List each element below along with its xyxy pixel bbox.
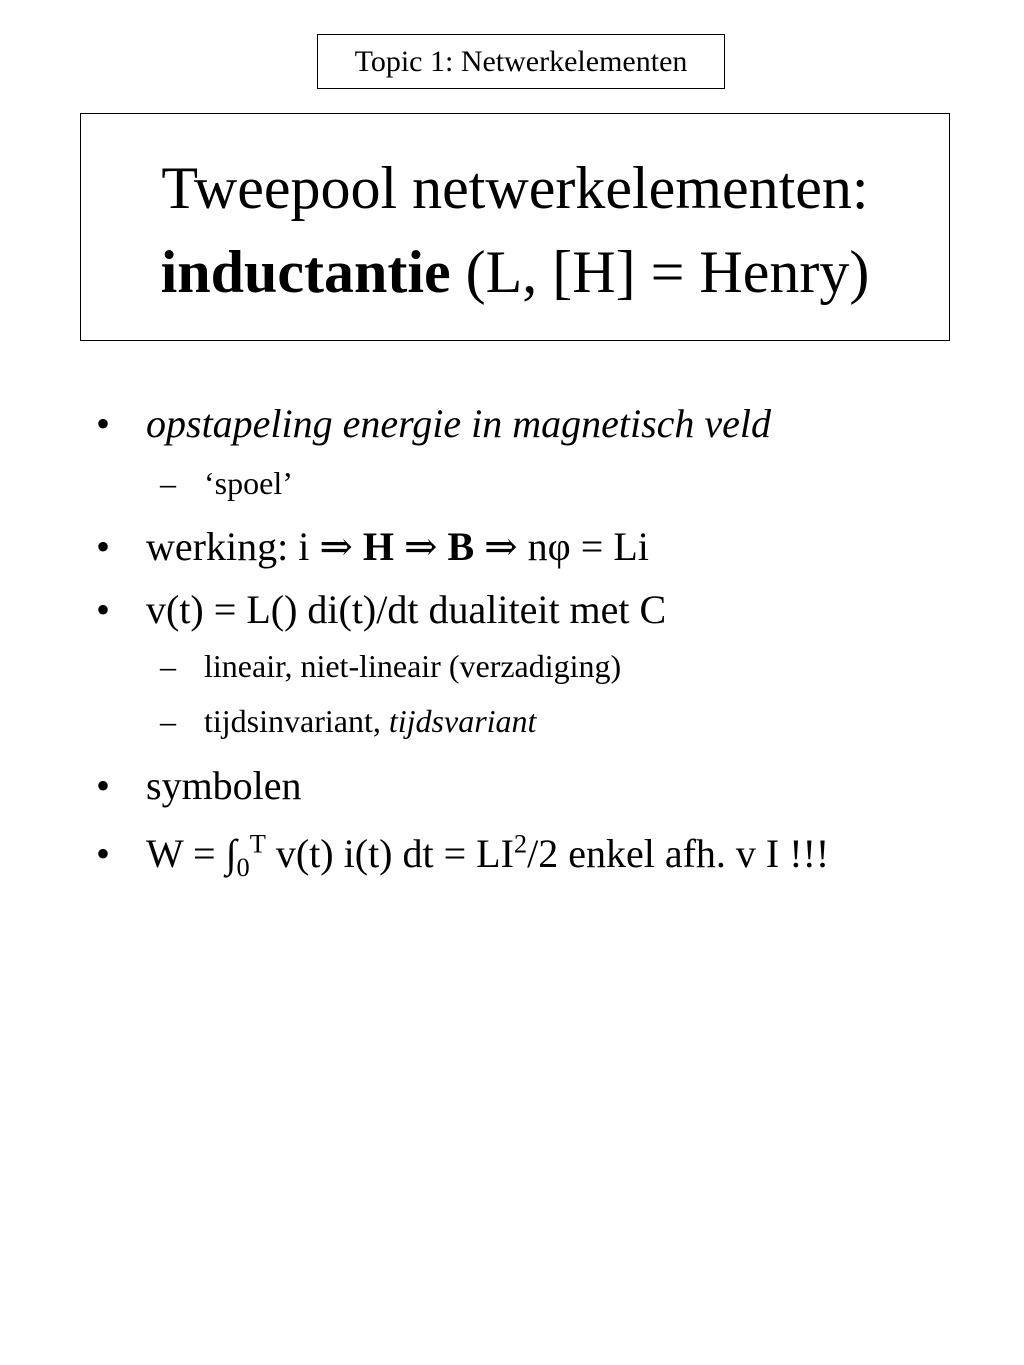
energy-formula-end: /2 enkel afh. v I !!! bbox=[527, 831, 830, 876]
integral-upper-bound: T bbox=[249, 828, 266, 859]
title-line-2 bbox=[81, 230, 949, 314]
bullet-marker: • bbox=[96, 763, 111, 808]
field-H: H bbox=[362, 524, 394, 569]
topic-label: Topic 1: Netwerkelementen bbox=[354, 45, 688, 78]
slide-title bbox=[80, 113, 950, 341]
implies-arrow: ⇒ bbox=[403, 524, 438, 569]
sub-bullet-marker: – bbox=[160, 465, 176, 501]
implies-arrow: ⇒ bbox=[484, 524, 518, 569]
energy-formula-mid: v(t) i(t) dt = LI bbox=[265, 831, 514, 876]
bullet-marker: • bbox=[96, 831, 111, 876]
title-rest: (L, [H] = Henry) bbox=[450, 239, 870, 305]
implies-arrow: ⇒ bbox=[319, 524, 353, 569]
operation-suffix: nφ = Li bbox=[517, 524, 649, 569]
time-variant-text: tijdsvariant bbox=[388, 703, 537, 739]
bullet-voltage-equation: v(t) = L() di(t)/dt dualiteit met C bbox=[146, 587, 667, 632]
bullet-energy-storage bbox=[146, 400, 771, 447]
bullet-symbols: symbolen bbox=[146, 763, 302, 808]
sub-bullet-marker: – bbox=[160, 703, 176, 739]
operation-prefix: werking: i bbox=[146, 524, 320, 569]
energy-formula-start: W = ∫ bbox=[146, 831, 237, 876]
sub-bullet-marker: – bbox=[160, 648, 176, 684]
topic-header bbox=[317, 34, 725, 89]
sub-bullet-coil: ‘spoel’ bbox=[204, 465, 293, 501]
bullet-energy-storage-text: opstapeling energie in magnetisch veld bbox=[146, 401, 772, 446]
sub-bullet-time-variance bbox=[204, 703, 536, 740]
current-exponent: 2 bbox=[513, 828, 528, 859]
bullet-energy-formula bbox=[146, 828, 830, 882]
sub-bullet-linearity: lineair, niet-lineair (verzadiging) bbox=[204, 648, 622, 684]
bullet-marker: • bbox=[96, 401, 111, 446]
bullet-operation bbox=[146, 523, 649, 570]
field-B: B bbox=[447, 524, 475, 569]
time-invariant-text: tijdsinvariant, bbox=[204, 703, 389, 739]
bullet-marker: • bbox=[96, 524, 111, 569]
bullet-marker: • bbox=[96, 587, 111, 632]
integral-lower-bound: 0 bbox=[236, 852, 250, 882]
title-line-1: Tweepool netwerkelementen: bbox=[161, 155, 869, 221]
title-bold-term: inductantie bbox=[160, 239, 451, 305]
